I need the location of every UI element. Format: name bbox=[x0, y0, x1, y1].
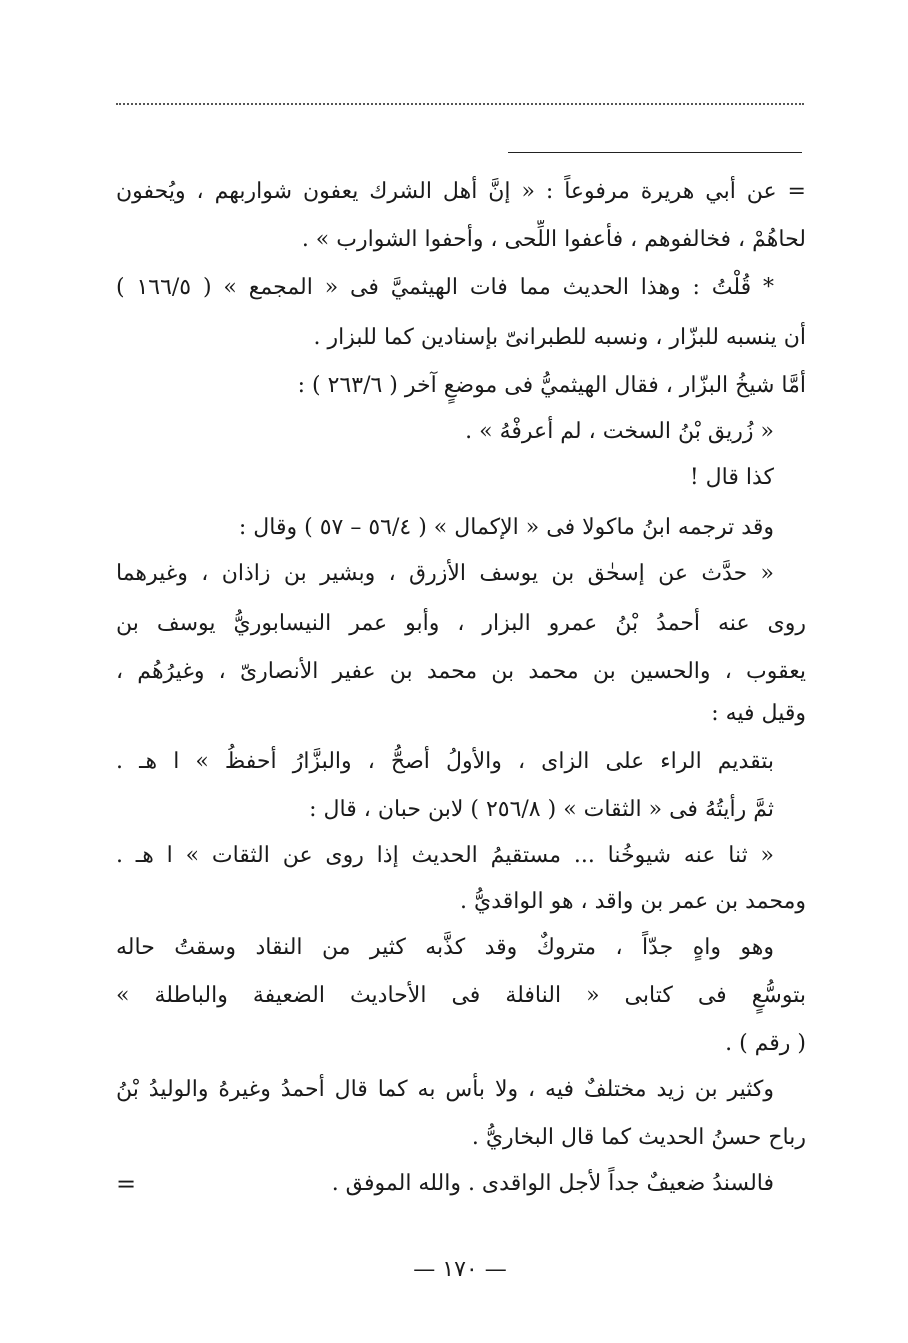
footnote-line: ( رقم ) . bbox=[725, 1031, 806, 1056]
page-number: — ١٧٠ — bbox=[413, 1257, 507, 1282]
footnote-line: وقد ترجمه ابنُ ماكولا فى « الإكمال » ( ٥٦/٤ – ٥٧ ) وقال : bbox=[238, 515, 774, 540]
footnote-line: رباح حسنُ الحديث كما قال البخاريُّ . bbox=[471, 1125, 806, 1150]
footnote-line: ثمَّ رأيتُهُ فى « الثقات » ( ٢٥٦/٨ ) لابن حبان ، قال : bbox=[309, 797, 774, 822]
footnote-line: وقيل فيه : bbox=[711, 701, 806, 726]
footnote-line: « ثنا عنه شيوخُنا ... مستقيمُ الحديث إذا روى عن الثقات » ا هـ . bbox=[116, 843, 774, 868]
footnote-line: أمَّا شيخُ البزّار ، فقال الهيثميُّ فى موضعٍ آخر ( ٢٦٣/٦ ) : bbox=[297, 373, 806, 398]
continuation-mark: = bbox=[116, 1170, 137, 1198]
footnote-line: روى عنه أحمدُ بْنُ عمرو البزار ، وأبو عمر النيسابوريُّ يوسف بن bbox=[116, 611, 806, 636]
footnote-line: كذا قال ! bbox=[689, 465, 774, 490]
footnote-line: أن ينسبه للبزّار ، ونسبه للطبرانىّ بإسنادين كما للبزار . bbox=[313, 325, 806, 350]
footnote-line: = عن أبي هريرة مرفوعاً : « إنَّ أهل الشرك يعفون شواربهم ، ويُحفون bbox=[116, 179, 806, 204]
footnote-line: « زُريق بْنُ السخت ، لم أعرفْهُ » . bbox=[465, 419, 774, 444]
header-dotted-rule bbox=[116, 103, 804, 105]
footnote-line: « حدَّث عن إسحٰق بن يوسف الأزرق ، وبشير بن زاذان ، وغيرهما bbox=[116, 561, 774, 586]
footnote-line: ومحمد بن عمر بن واقد ، هو الواقديُّ . bbox=[460, 889, 806, 914]
footnote-line: بتقديم الراء على الزاى ، والأولُ أصحُّ ، والبزَّارُ أحفظُ » ا هـ . bbox=[116, 749, 774, 774]
footnote-line: وهو واهٍ جدّاً ، متروكٌ وقد كذَّبه كثير من النقاد وسقتُ حاله bbox=[116, 935, 774, 960]
footnote-line: فالسندُ ضعيفٌ جداً لأجل الواقدى . والله الموفق . bbox=[331, 1171, 774, 1196]
footnote-line: لحاهُمْ ، فخالفوهم ، فأعفوا اللِّحى ، وأحفوا الشوارب » . bbox=[301, 227, 806, 252]
footnote-separator-rule bbox=[508, 152, 802, 153]
footnote-line: وكثير بن زيد مختلفٌ فيه ، ولا بأس به كما قال أحمدُ وغيرهُ والوليدُ بْنُ bbox=[116, 1077, 774, 1102]
footnote-line: يعقوب ، والحسين بن محمد بن محمد بن عفير الأنصارىّ ، وغيرُهُم ، bbox=[116, 659, 806, 684]
footnote-line: بتوسُّعٍ فى كتابى « النافلة فى الأحاديث الضعيفة والباطلة » bbox=[116, 983, 806, 1008]
footnote-line: * قُلْتُ : وهذا الحديث مما فات الهيثميَّ فى « المجمع » ( ١٦٦/٥ ) bbox=[116, 275, 774, 300]
